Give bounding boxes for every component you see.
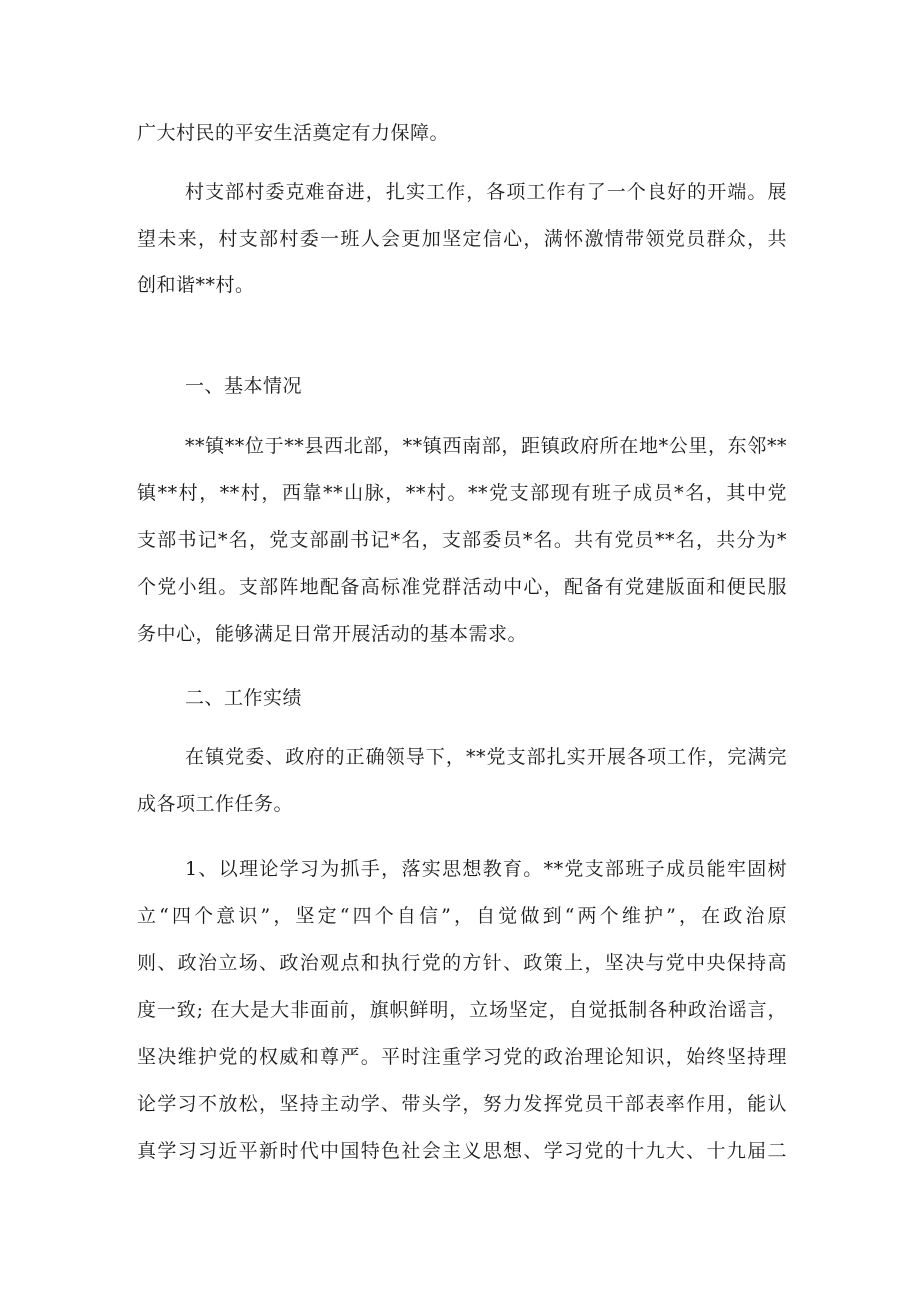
paragraph-line: 论学习不放松，坚持主动学、带头学，努力发挥党员干部表率作用，能认 bbox=[137, 1093, 787, 1115]
paragraph-line: 则、政治立场、政治观点和执行党的方针、政策上，坚决与党中央保持高 bbox=[137, 952, 787, 974]
paragraph-line: 创和谐**村。 bbox=[137, 274, 255, 296]
paragraph-line: 立“四个意识”，坚定“四个自信”，自觉做到“两个维护”，在政治原 bbox=[137, 905, 787, 927]
section-heading: 二、工作实绩 bbox=[185, 687, 303, 709]
paragraph-line: 镇**村，**村，西靠**山脉，**村。**党支部现有班子成员*名，其中党 bbox=[137, 482, 787, 504]
paragraph-line: 支部书记*名，党支部副书记*名，支部委员*名。共有党员**名，共分为* bbox=[137, 529, 787, 551]
section-heading: 一、基本情况 bbox=[185, 375, 303, 397]
paragraph-line: 个党小组。支部阵地配备高标准党群活动中心，配备有党建版面和便民服 bbox=[137, 576, 787, 598]
paragraph-line: 坚决维护党的权威和尊严。平时注重学习党的政治理论知识，始终坚持理 bbox=[137, 1046, 787, 1068]
paragraph-line: 务中心，能够满足日常开展活动的基本需求。 bbox=[137, 623, 528, 645]
paragraph-line: 在镇党委、政府的正确领导下，**党支部扎实开展各项工作，完满完 bbox=[185, 746, 787, 768]
paragraph-line: 广大村民的平安生活奠定有力保障。 bbox=[137, 122, 450, 144]
paragraph-line: 度一致; 在大是大非面前，旗帜鲜明，立场坚定，自觉抵制各种政治谣言， bbox=[137, 999, 787, 1021]
paragraph-line: 真学习习近平新时代中国特色社会主义思想、学习党的十九大、十九届二 bbox=[137, 1140, 787, 1162]
paragraph-line: 成各项工作任务。 bbox=[137, 793, 294, 815]
paragraph-line: **镇**位于**县西北部，**镇西南部，距镇政府所在地*公里，东邻** bbox=[185, 435, 787, 457]
paragraph-line: 村支部村委克难奋进，扎实工作，各项工作有了一个良好的开端。展 bbox=[185, 181, 787, 203]
paragraph-line: 1、以理论学习为抓手，落实思想教育。**党支部班子成员能牢固树 bbox=[185, 858, 787, 880]
paragraph-line: 望未来，村支部村委一班人会更加坚定信心，满怀激情带领党员群众，共 bbox=[137, 228, 787, 250]
